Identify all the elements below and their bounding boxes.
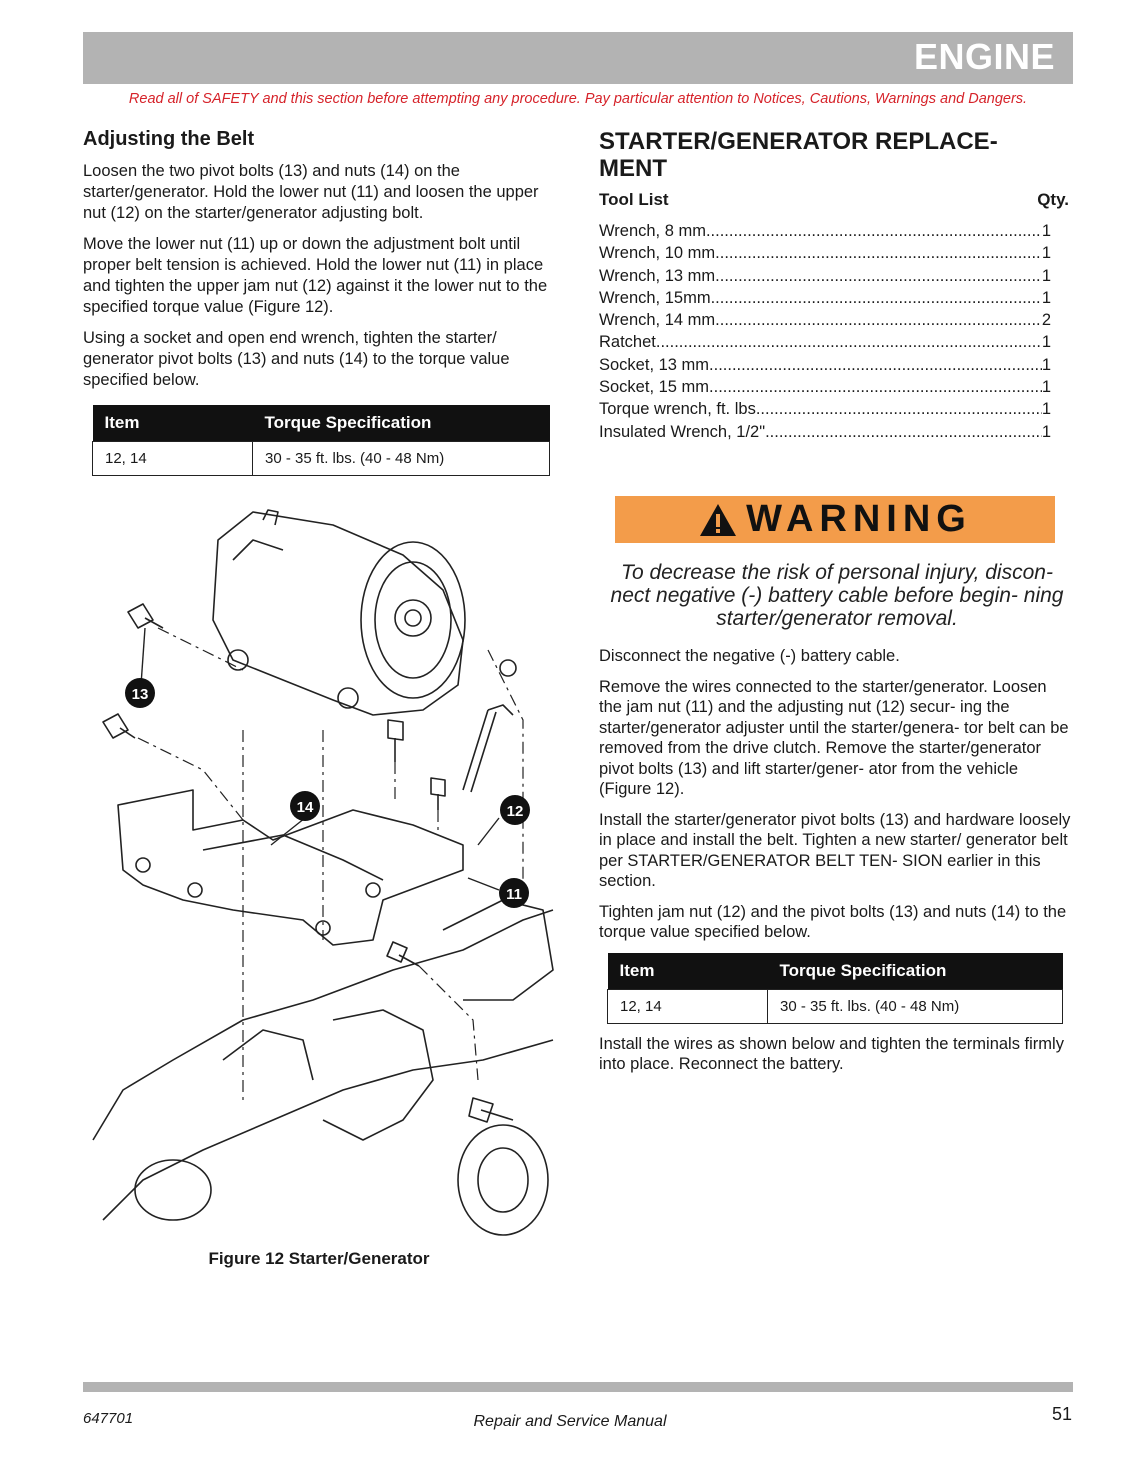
list-item: [599, 354, 1051, 376]
tool-qty: 1: [1041, 378, 1051, 397]
table-header-item: Item: [93, 405, 253, 442]
qty-label: Qty.: [1037, 190, 1069, 209]
tool-qty: 1: [1041, 222, 1051, 240]
torque-table: [92, 405, 550, 476]
paragraph: Remove the wires connected to the starter/generator. Loosen the jam nut (11) and the adjusting nut (12) secur- ing the starter/generator adjuster until the starter/genera- tor belt can be removed from the drive clutch. Remove the starter/generator pivot bolts (13) and lift starter/gener- ator from the vehicle (Figure 12).: [599, 677, 1069, 798]
tool-name: Insulated Wrench, 1/2": [599, 422, 766, 441]
table-cell: 12, 14: [608, 989, 768, 1023]
paragraph: Loosen the two pivot bolts (13) and nuts (14) on the starter/generator. Hold the lower nut (11) and loosen the upper nut (12) on the starter/generator adjusting bolt.: [83, 162, 539, 222]
right-column: [599, 128, 1069, 443]
tool-list-label: Tool List: [599, 190, 669, 209]
table-header-item: Item: [608, 953, 768, 990]
list-item: [599, 331, 1051, 353]
list-item: [599, 376, 1051, 398]
safety-note: Read all of SAFETY and this section before attempting any procedure. Pay particular attention to Notices, Cautions, Warnings and Dangers.: [128, 91, 1028, 107]
list-item: [599, 220, 1051, 242]
svg-text:12: 12: [506, 803, 524, 820]
table-header-row: [93, 405, 550, 442]
svg-text:14: 14: [296, 799, 314, 816]
footer-bar: [83, 1382, 1073, 1392]
exploded-diagram: [83, 500, 555, 1245]
adjusting-belt-heading: Adjusting the Belt: [83, 128, 255, 150]
paragraph: Install the starter/generator pivot bolts (13) and hardware loosely in place and install the belt. Tighten a new starter/ generator belt per STARTER/GENERATOR BELT TEN- SION earlier in this section.: [599, 810, 1071, 890]
list-item: [599, 287, 1051, 309]
tool-qty: 1: [1041, 400, 1051, 419]
svg-text:13: 13: [131, 686, 149, 703]
tool-name: Socket, 15 mm: [599, 378, 710, 397]
doc-number: 647701: [83, 1410, 134, 1427]
callout-12: [478, 795, 530, 845]
list-item: [599, 398, 1051, 420]
list-item: [599, 265, 1051, 287]
svg-text:11: 11: [506, 886, 522, 903]
tool-name: Wrench, 15mm: [599, 288, 711, 307]
tool-qty: 1: [1041, 422, 1051, 441]
tool-qty: 1: [1041, 244, 1051, 263]
manual-title: Repair and Service Manual: [473, 1413, 667, 1430]
table-cell: 12, 14: [93, 442, 253, 476]
figure-caption: Figure 12 Starter/Generator: [208, 1249, 430, 1268]
warning-triangle-icon: [698, 502, 738, 538]
paragraph: Using a socket and open end wrench, tighten the starter/ generator pivot bolts (13) and nuts (14) to the torque value specified below.: [83, 329, 510, 389]
warning-banner: [615, 496, 1055, 543]
paragraph: Move the lower nut (11) up or down the adjustment bolt until proper belt tension is achieved. Hold the lower nut (11) in place and tighten the upper jam nut (12) against it the lower nut to the specified torque value (Figure 12).: [83, 235, 548, 316]
torque-table: [607, 953, 1063, 1024]
paragraph: Disconnect the negative (-) battery cable.: [599, 647, 900, 665]
tool-name: Socket, 13 mm: [599, 355, 710, 374]
list-item: [599, 309, 1051, 331]
table-header-row: [608, 953, 1063, 990]
table-header-torque: Torque Specification: [253, 405, 550, 442]
paragraph: Install the wires as shown below and tighten the terminals firmly into place. Reconnect the battery.: [599, 1034, 1064, 1073]
tool-name: Wrench, 8 mm: [599, 222, 706, 240]
tool-list-header: [599, 190, 1069, 210]
table-header-torque: Torque Specification: [768, 953, 1063, 990]
list-item: [599, 242, 1051, 264]
tool-name: Ratchet: [599, 333, 656, 352]
replacement-heading: STARTER/GENERATOR REPLACE- MENT: [599, 128, 998, 182]
tool-name: Wrench, 10 mm: [599, 244, 716, 263]
tool-qty: 1: [1041, 266, 1051, 285]
tool-qty: 1: [1041, 333, 1051, 352]
tool-qty: 1: [1041, 355, 1051, 374]
warning-text: To decrease the risk of personal injury, discon- nect negative (-) battery cable before begin- ning starter/generator removal.: [610, 561, 1064, 630]
table-row: [608, 989, 1063, 1023]
left-column: [83, 128, 553, 476]
section-title: ENGINE: [913, 36, 1055, 77]
callout-13: [125, 628, 155, 708]
tool-qty: 1: [1041, 288, 1051, 307]
tool-qty: 2: [1041, 311, 1051, 330]
tool-list: [599, 220, 1069, 443]
page-number: 51: [1051, 1404, 1072, 1424]
table-cell: 30 - 35 ft. lbs. (40 - 48 Nm): [253, 442, 550, 476]
procedure-text: [599, 646, 1071, 1085]
tool-name: Wrench, 14 mm: [599, 311, 716, 330]
tool-name: Wrench, 13 mm: [599, 266, 716, 285]
tool-name: Torque wrench, ft. lbs.: [599, 400, 761, 419]
callout-11: [468, 878, 529, 908]
header-bar: [83, 32, 1073, 84]
table-row: [93, 442, 550, 476]
table-cell: 30 - 35 ft. lbs. (40 - 48 Nm): [768, 989, 1063, 1023]
list-item: [599, 421, 1051, 443]
paragraph: Tighten jam nut (12) and the pivot bolts (13) and nuts (14) to the torque value specified below.: [599, 902, 1067, 941]
callout-14: [271, 791, 320, 845]
starter-generator-figure: [83, 500, 555, 1245]
warning-label: WARNING: [746, 498, 972, 540]
